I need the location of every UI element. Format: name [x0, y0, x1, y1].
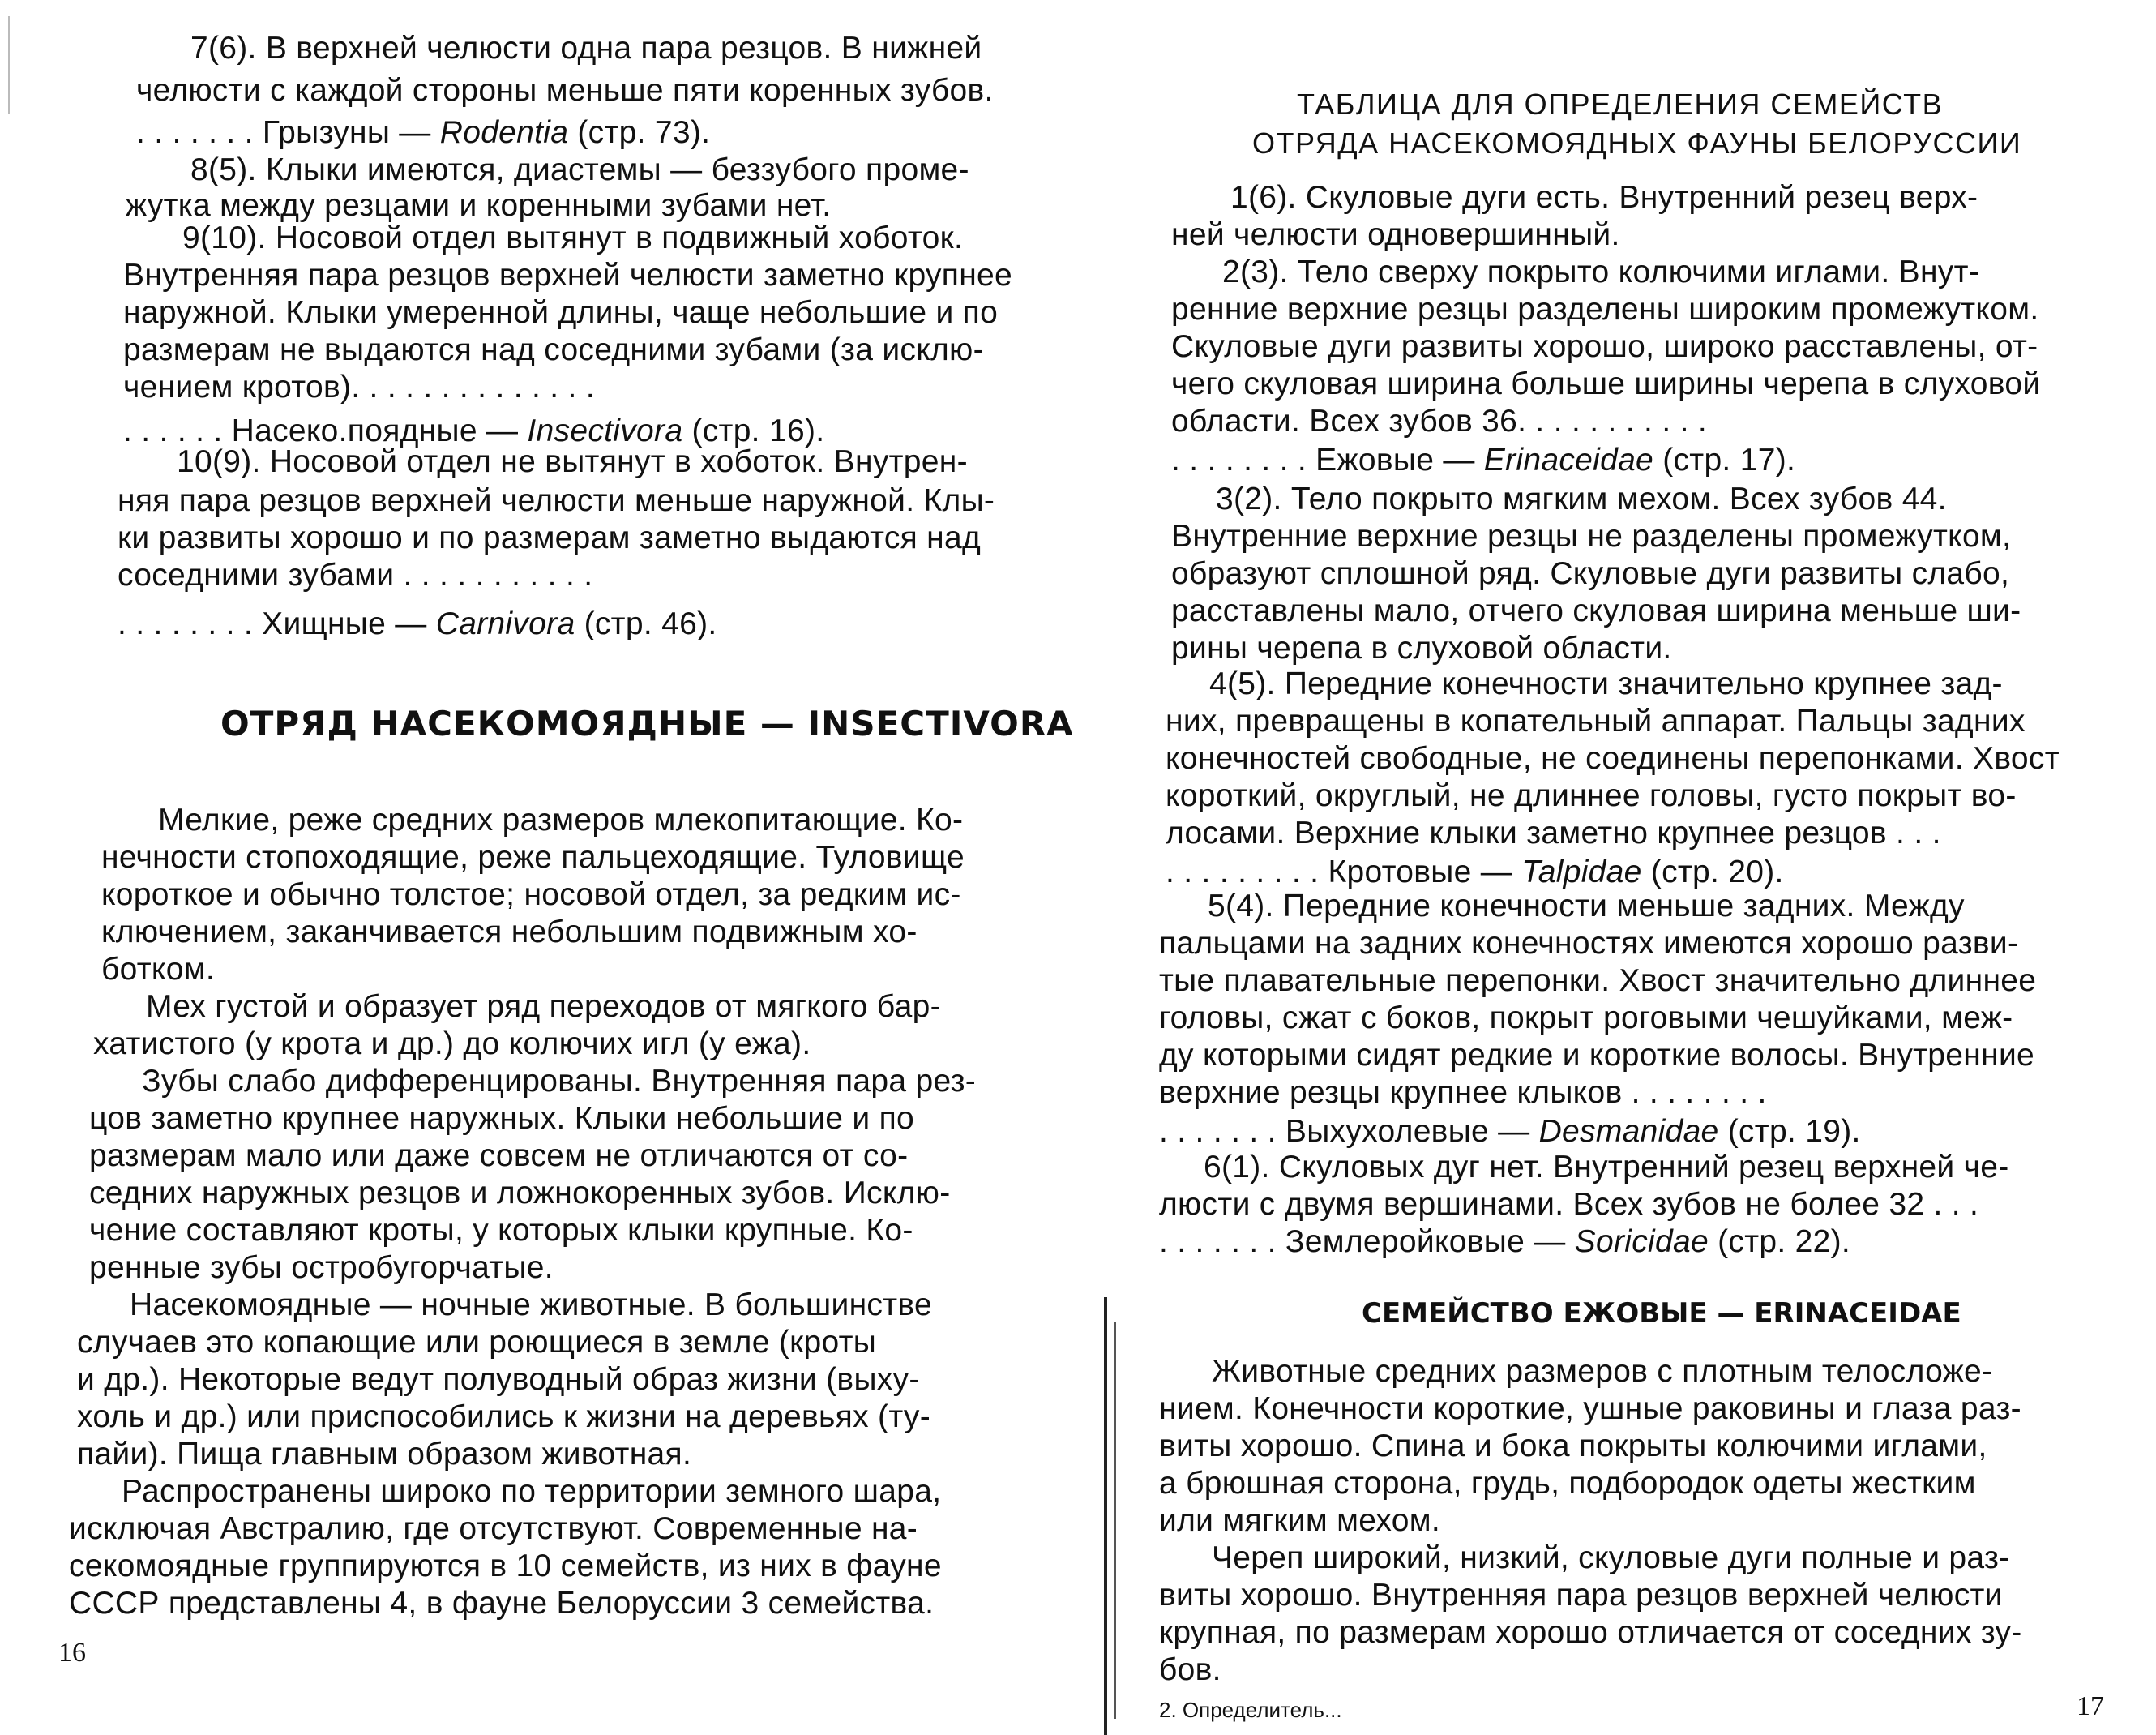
text-line: нием. Конечности короткие, ушные раковины и глаза раз- — [1159, 1391, 2021, 1426]
text-line: короткое и обычно толстое; носовой отдел, за редким ис- — [101, 877, 961, 912]
key-line: головы, сжат с боков, покрыт роговыми чешуйками, меж- — [1159, 1000, 2013, 1035]
text-line: чением кротов). . . . . . . . . . . . . . — [123, 370, 595, 405]
text-line: случаев это копающие или роющиеся в земле (кроты — [77, 1325, 877, 1360]
text-line: Мех густой и образует ряд переходов от мягкого бар- — [146, 989, 941, 1024]
text-line: 10(9). Носовой отдел не вытянут в хоботок. Внутрен- — [177, 444, 968, 479]
text-line: 9(10). Носовой отдел вытянут в подвижный хоботок. — [182, 221, 964, 255]
text-line: размерам мало или даже совсем не отличаются от со- — [89, 1138, 909, 1173]
text-line: . . . . . . Насеко.поядные — Insectivora (стр. 16). — [123, 413, 825, 448]
text-line: наружной. Клыки умеренной длины, чаще небольшие и по — [123, 295, 999, 330]
key-line: тые плавательные перепонки. Хвост значительно длиннее — [1159, 963, 2037, 998]
key-line: люсти с двумя вершинами. Всех зубов не более 32 . . . — [1159, 1187, 1979, 1222]
text-line: 7(6). В верхней челюсти одна пара резцов. В нижней — [190, 31, 982, 66]
text-line: бов. — [1159, 1652, 1221, 1687]
key-line: Скуловые дуги развиты хорошо, широко расставлены, от- — [1171, 329, 2038, 364]
key-line: ду которыми сидят редкие и короткие волосы. Внутренние — [1159, 1038, 2035, 1073]
key-line: 2(3). Тело сверху покрыто колючими иглами. Внут- — [1222, 255, 1980, 289]
key-line: Внутренние верхние резцы не разделены промежутком, — [1171, 519, 2012, 554]
key-line: расставлены мало, отчего скуловая ширина меньше ши- — [1171, 593, 2021, 628]
key-line: верхние резцы крупнее клыков . . . . . . . . — [1159, 1075, 1767, 1110]
text-line: . . . . . . . . Хищные — Carnivora (стр. 46). — [118, 606, 717, 641]
text-line: Распространены широко по территории земного шара, — [122, 1474, 942, 1509]
key-line: . . . . . . . . Ежовые — Erinaceidae (стр. 17). — [1171, 443, 1796, 478]
text-line: соседними зубами . . . . . . . . . . . — [118, 558, 593, 593]
table-title-line: ОТРЯДА НАСЕКОМОЯДНЫХ ФАУНЫ БЕЛОРУССИИ — [1252, 126, 2022, 160]
text-line: Насекомоядные — ночные животные. В большинстве — [130, 1287, 932, 1322]
page-number: 16 — [58, 1638, 86, 1668]
text-line: пайи). Пища главным образом животная. — [77, 1437, 692, 1472]
family-title: СЕМЕЙСТВО ЕЖОВЫЕ — ERINACEIDAE — [1362, 1297, 1961, 1330]
text-line: седних наружных резцов и ложнокоренных зубов. Исклю- — [89, 1176, 951, 1210]
text-line: хатистого (у крота и др.) до колючих игл (у ежа). — [93, 1026, 811, 1061]
key-line: образуют сплошной ряд. Скуловые дуги развиты слабо, — [1171, 556, 2010, 591]
right-page — [1078, 0, 2156, 1735]
key-line: конечностей свободные, не соединены перепонками. Хвост — [1166, 741, 2060, 776]
text-line: секомоядные группируются в 10 семейств, из них в фауне — [69, 1549, 942, 1583]
key-line: 1(6). Скуловые дуги есть. Внутренний резец верх- — [1230, 180, 1978, 215]
key-line: рины черепа в слуховой области. — [1171, 631, 1672, 666]
text-line: чение составляют кроты, у которых клыки крупные. Ко- — [89, 1213, 913, 1248]
text-line: жутка между резцами и коренными зубами нет. — [126, 188, 832, 223]
key-line: 4(5). Передние конечности значительно крупнее зад- — [1209, 666, 2003, 701]
key-line: 6(1). Скуловых дуг нет. Внутренний резец верхней че- — [1204, 1150, 2009, 1185]
key-line: . . . . . . . . . Кротовые — Talpidae (стр. 20). — [1166, 855, 1784, 889]
text-line: холь и др.) или приспособились к жизни на деревьях (ту- — [77, 1399, 931, 1434]
key-line: . . . . . . . Землеройковые — Soricidae (стр. 22). — [1159, 1224, 1851, 1259]
key-line: 5(4). Передние конечности меньше задних. Между — [1208, 889, 1965, 923]
key-line: ренние верхние резцы разделены широким промежутком. — [1171, 292, 2039, 327]
text-line: а брюшная сторона, грудь, подбородок одеты жестким — [1159, 1466, 1976, 1501]
text-line: нечности стопоходящие, реже пальцеходящие. Туловище — [101, 840, 965, 875]
text-line: СССР представлены 4, в фауне Белоруссии 3 семейства. — [69, 1586, 935, 1621]
text-line: 8(5). Клыки имеются, диастемы — беззубого проме- — [190, 152, 969, 187]
key-line: пальцами на задних конечностях имеются хорошо разви- — [1159, 926, 2019, 961]
text-line: Зубы слабо дифференцированы. Внутренняя пара рез- — [142, 1064, 977, 1099]
text-line: ки развиты хорошо и по размерам заметно выдаются над — [118, 520, 982, 555]
text-line: ботком. — [101, 952, 215, 987]
text-line: . . . . . . . Грызуны — Rodentia (стр. 73). — [136, 115, 711, 150]
text-line: цов заметно крупнее наружных. Клыки небольшие и по — [89, 1101, 915, 1136]
text-line: ключением, заканчивается небольшим подвижным хо- — [101, 915, 918, 949]
text-line: Внутренняя пара резцов верхней челюсти заметно крупнее — [123, 258, 1013, 293]
text-line: размерам не выдаются над соседними зубами (за исклю- — [123, 332, 984, 367]
page-number: 17 — [2077, 1691, 2104, 1721]
text-line: ренные зубы остробугорчатые. — [89, 1250, 554, 1285]
footnote: 2. Определитель... — [1159, 1698, 1342, 1722]
key-line: 3(2). Тело покрыто мягким мехом. Всех зубов 44. — [1216, 482, 1947, 516]
table-title-line: ТАБЛИЦА ДЛЯ ОПРЕДЕЛЕНИЯ СЕМЕЙСТВ — [1297, 88, 1944, 121]
text-line: виты хорошо. Спина и бока покрыты колючими иглами, — [1159, 1429, 1987, 1463]
key-line: чего скуловая ширина больше ширины черепа в слуховой — [1171, 366, 2041, 401]
key-line: лосами. Верхние клыки заметно крупнее резцов . . . — [1166, 816, 1941, 850]
text-line: Мелкие, реже средних размеров млекопитающие. Ко- — [158, 803, 964, 838]
key-line: них, превращены в копательный аппарат. Пальцы задних — [1166, 704, 2026, 739]
text-line: и др.). Некоторые ведут полуводный образ жизни (выху- — [77, 1362, 920, 1397]
text-line: Череп широкий, низкий, скуловые дуги полные и раз- — [1212, 1540, 2010, 1575]
key-line: ней челюсти одновершинный. — [1171, 217, 1620, 252]
key-line: . . . . . . . Выхухолевые — Desmanidae (стр. 19). — [1159, 1114, 1861, 1149]
key-line: области. Всех зубов 36. . . . . . . . . . . — [1171, 404, 1708, 439]
text-line: Животные средних размеров с плотным телосложе- — [1212, 1354, 1993, 1389]
text-line: виты хорошо. Внутренняя пара резцов верхней челюсти — [1159, 1578, 2003, 1613]
text-line: или мягким мехом. — [1159, 1503, 1440, 1538]
text-line: исключая Австралию, где отсутствуют. Современные на- — [69, 1511, 918, 1546]
section-title: ОТРЯД НАСЕКОМОЯДНЫЕ — INSECTIVORA — [220, 704, 1074, 743]
text-line: крупная, по размерам хорошо отличается от соседних зу- — [1159, 1615, 2022, 1650]
key-line: короткий, округлый, не длиннее головы, густо покрыт во- — [1166, 778, 2017, 813]
text-line: няя пара резцов верхней челюсти меньше наружной. Клы- — [118, 483, 995, 518]
text-line: челюсти с каждой стороны меньше пяти коренных зубов. — [136, 73, 994, 108]
